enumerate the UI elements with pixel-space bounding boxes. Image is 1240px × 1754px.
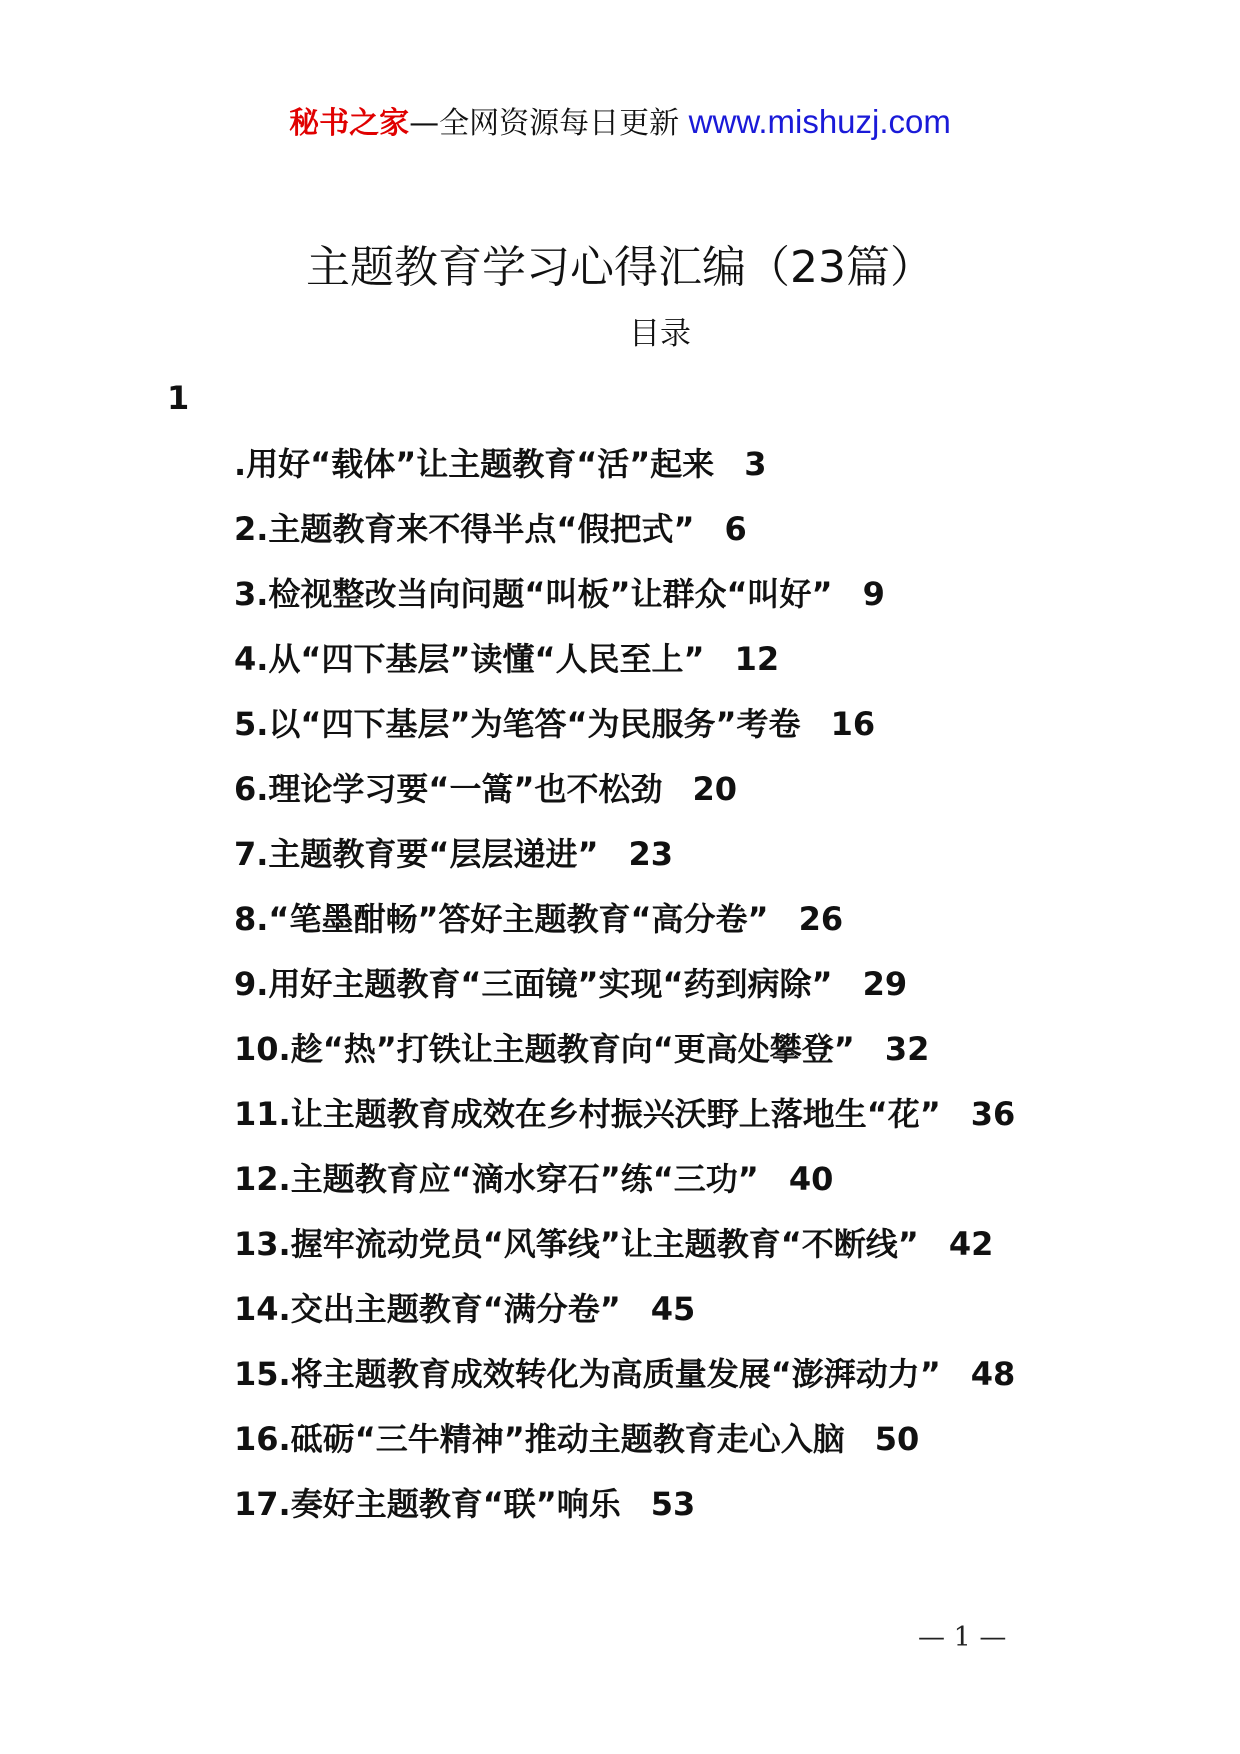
toc-entry[interactable] <box>234 1413 1194 1478</box>
toc-entry[interactable] <box>234 958 1194 1023</box>
toc-entry-title: 14.交出主题教育“满分卷” <box>234 1290 621 1328</box>
toc-entry-page: 42 <box>948 1225 994 1263</box>
brand-name: 秘书之家 <box>289 106 410 141</box>
toc-entry-page: 16 <box>830 705 876 743</box>
toc-entry[interactable] <box>234 893 1194 958</box>
toc-entry[interactable] <box>234 1218 1194 1283</box>
toc-entry[interactable] <box>234 698 1194 763</box>
toc-entry-title: 8.“笔墨酣畅”答好主题教育“高分卷” <box>234 900 769 938</box>
toc-entry-page: 9 <box>862 575 885 613</box>
toc-lead-number: 1 <box>167 379 190 417</box>
toc-entry-page: 40 <box>788 1160 834 1198</box>
toc-entry[interactable] <box>234 1348 1194 1413</box>
toc-entry-title: 2.主题教育来不得半点“假把式” <box>234 510 695 548</box>
toc-entry-title: 12.主题教育应“滴水穿石”练“三功” <box>234 1160 759 1198</box>
toc-entry-title: 7.主题教育要“层层递进” <box>234 835 599 873</box>
toc-entry-page: 12 <box>734 640 780 678</box>
toc-entry-page: 20 <box>692 770 738 808</box>
toc-entry-page: 36 <box>970 1095 1016 1133</box>
toc-entry-page: 48 <box>970 1355 1016 1393</box>
toc-entry-page: 53 <box>650 1485 696 1523</box>
toc-entry-page: 26 <box>798 900 844 938</box>
toc-entry-title: 13.握牢流动党员“风筝线”让主题教育“不断线” <box>234 1225 919 1263</box>
toc-entry-title: .用好“载体”让主题教育“活”起来 <box>234 445 715 483</box>
toc-entry-title: 17.奏好主题教育“联”响乐 <box>234 1485 621 1523</box>
toc-entry[interactable] <box>234 1023 1194 1088</box>
toc-entry-title: 4.从“四下基层”读懂“人民至上” <box>234 640 705 678</box>
toc-entry-title: 5.以“四下基层”为笔答“为民服务”考卷 <box>234 705 801 743</box>
toc-entry-title: 3.检视整改当向问题“叫板”让群众“叫好” <box>234 575 833 613</box>
toc-entry-page: 45 <box>650 1290 696 1328</box>
toc-entry[interactable] <box>234 438 1194 503</box>
toc-entry[interactable] <box>234 828 1194 893</box>
toc-entry-title: 11.让主题教育成效在乡村振兴沃野上落地生“花” <box>234 1095 941 1133</box>
site-header <box>0 100 1240 146</box>
toc-entry-page: 3 <box>744 445 767 483</box>
page-number: — 1 — <box>918 1622 1007 1653</box>
toc-entry[interactable] <box>234 763 1194 828</box>
toc-entry[interactable] <box>234 1283 1194 1348</box>
toc-entry[interactable] <box>234 1478 1194 1543</box>
toc-entry[interactable] <box>234 1088 1194 1153</box>
toc-entry-page: 50 <box>874 1420 920 1458</box>
toc-entry-title: 16.砥砺“三牛精神”推动主题教育走心入脑 <box>234 1420 845 1458</box>
toc-entry[interactable] <box>234 1153 1194 1218</box>
toc-entry[interactable] <box>234 633 1194 698</box>
toc-entry-page: 32 <box>884 1030 930 1068</box>
site-url-link[interactable]: www.mishuzj.com <box>688 103 951 140</box>
toc-heading: 目录 <box>629 316 691 352</box>
toc-entry[interactable] <box>234 568 1194 633</box>
table-of-contents <box>234 438 1194 1543</box>
toc-entry[interactable] <box>234 503 1194 568</box>
toc-entry-page: 6 <box>724 510 747 548</box>
toc-entry-title: 6.理论学习要“一篙”也不松劲 <box>234 770 663 808</box>
toc-entry-title: 10.趁“热”打铁让主题教育向“更高处攀登” <box>234 1030 855 1068</box>
toc-entry-page: 23 <box>628 835 674 873</box>
toc-entry-title: 15.将主题教育成效转化为高质量发展“澎湃动力” <box>234 1355 941 1393</box>
header-slogan: —全网资源每日更新 <box>409 106 680 141</box>
document-title: 主题教育学习心得汇编（23篇） <box>306 242 934 293</box>
toc-entry-page: 29 <box>862 965 908 1003</box>
toc-entry-title: 9.用好主题教育“三面镜”实现“药到病除” <box>234 965 833 1003</box>
